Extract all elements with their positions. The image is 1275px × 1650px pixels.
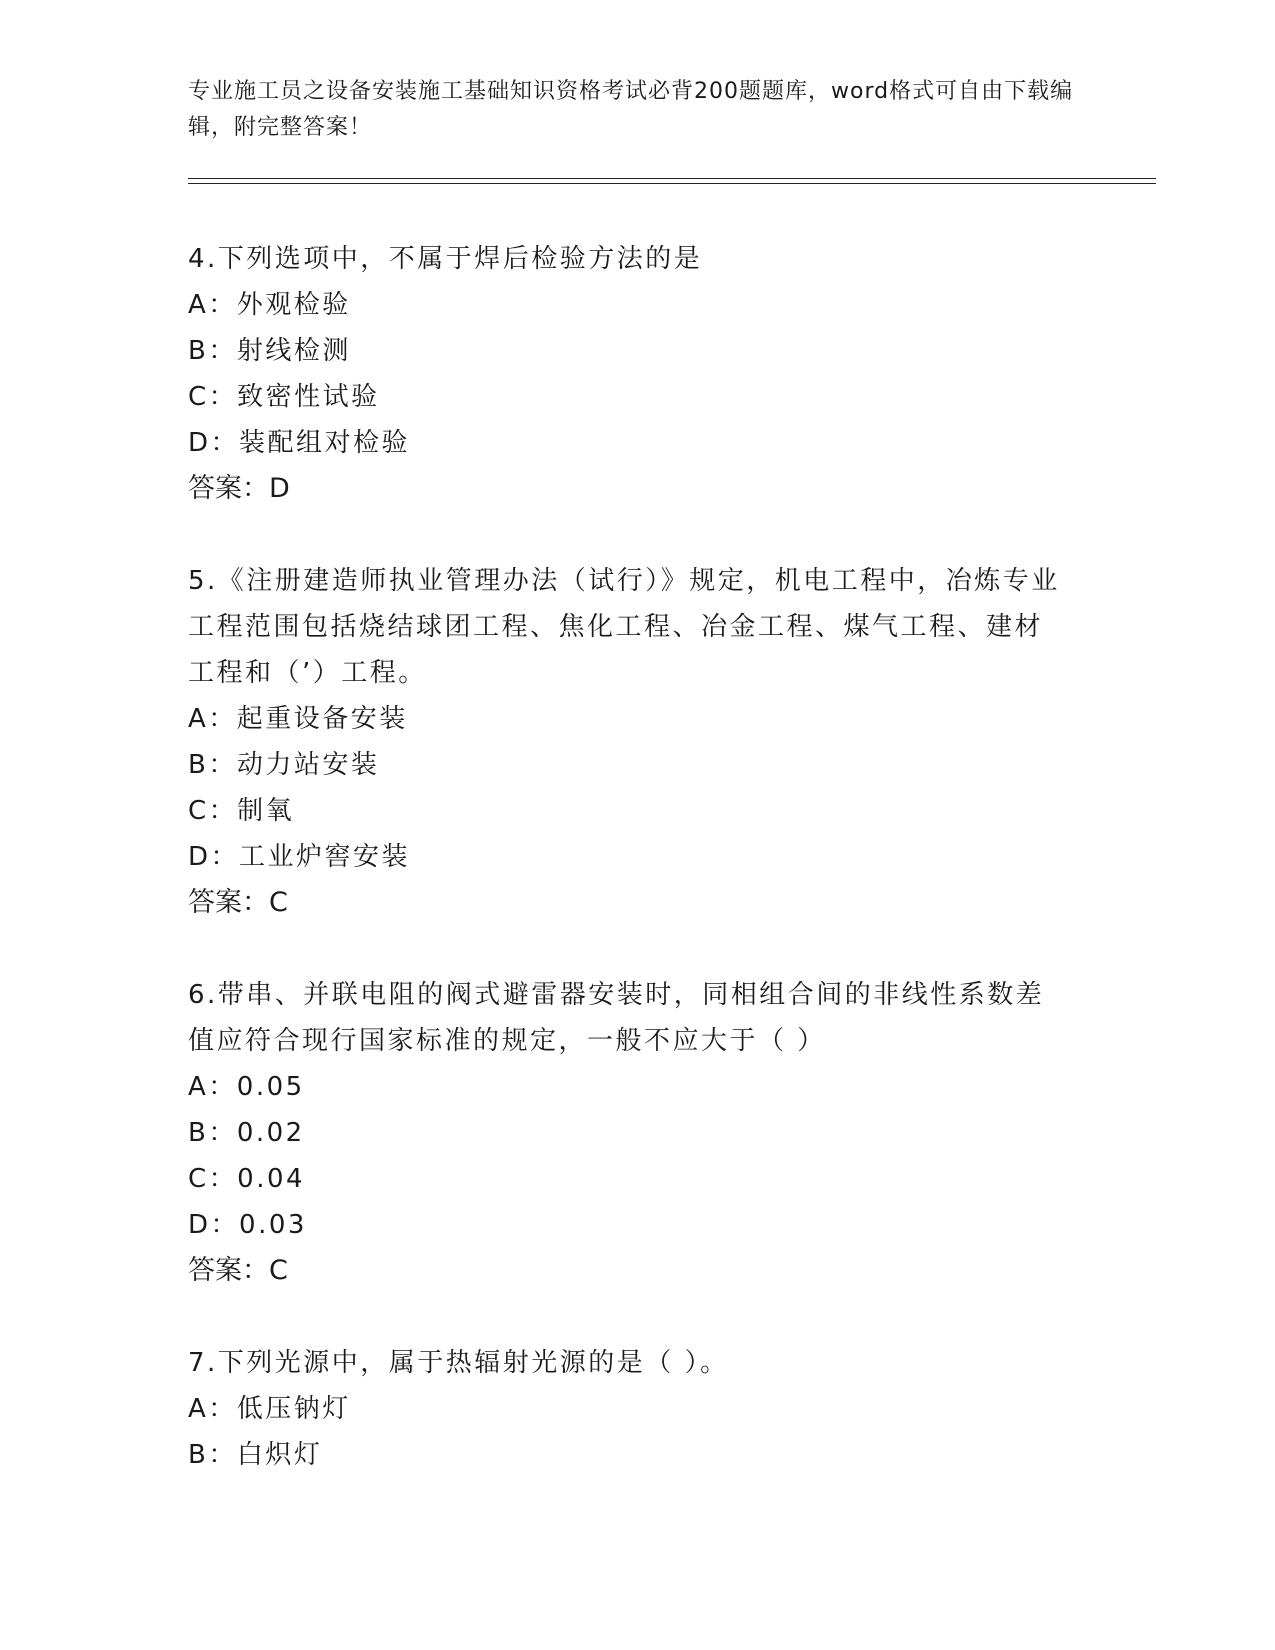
option-b: B：射线检测 (188, 336, 351, 366)
option-d: D：工业炉窖安装 (188, 842, 411, 872)
question-text: 7.下列光源中，属于热辐射光源的是（ ）。 (188, 1348, 729, 1378)
answer: 答案：C (188, 1255, 288, 1286)
option-a: A：外观检验 (188, 290, 351, 320)
answer: 答案：C (188, 887, 288, 918)
answer: 答案：D (188, 473, 290, 504)
question-7 (188, 1340, 1068, 1478)
option-a: A：0.05 (188, 1072, 305, 1102)
question-text: 4.下列选项中，不属于焊后检验方法的是 (188, 244, 703, 274)
question-6 (188, 972, 1068, 1294)
document-header: 专业施工员之设备安装施工基础知识资格考试必背200题题库，word格式可自由下载编辑，附完整答案！ (188, 79, 1074, 140)
option-c: C：制氧 (188, 796, 295, 826)
question-4 (188, 236, 1068, 512)
option-c: C：0.04 (188, 1164, 306, 1194)
question-text: 5.《注册建造师执业管理办法（试行）》规定，机电工程中，冶炼专业工程范围包括烧结球团工程、焦化工程、冶金工程、煤气工程、建材工程和（’）工程。 (188, 566, 1060, 688)
option-b: B：白炽灯 (188, 1440, 323, 1470)
option-d: D：0.03 (188, 1210, 307, 1240)
option-b: B：动力站安装 (188, 750, 380, 780)
header-divider-bottom (188, 183, 1156, 184)
option-a: A：起重设备安装 (188, 704, 408, 734)
option-d: D：装配组对检验 (188, 428, 411, 458)
option-a: A：低压钠灯 (188, 1394, 351, 1424)
question-list (188, 236, 1068, 1524)
question-text: 6.带串、并联电阻的阀式避雷器安装时，同相组合间的非线性系数差值应符合现行国家标准的规定，一般不应大于（ ） (188, 980, 1045, 1056)
question-5 (188, 558, 1068, 926)
header-divider-top (188, 178, 1156, 179)
option-b: B：0.02 (188, 1118, 305, 1148)
option-c: C：致密性试验 (188, 382, 380, 412)
